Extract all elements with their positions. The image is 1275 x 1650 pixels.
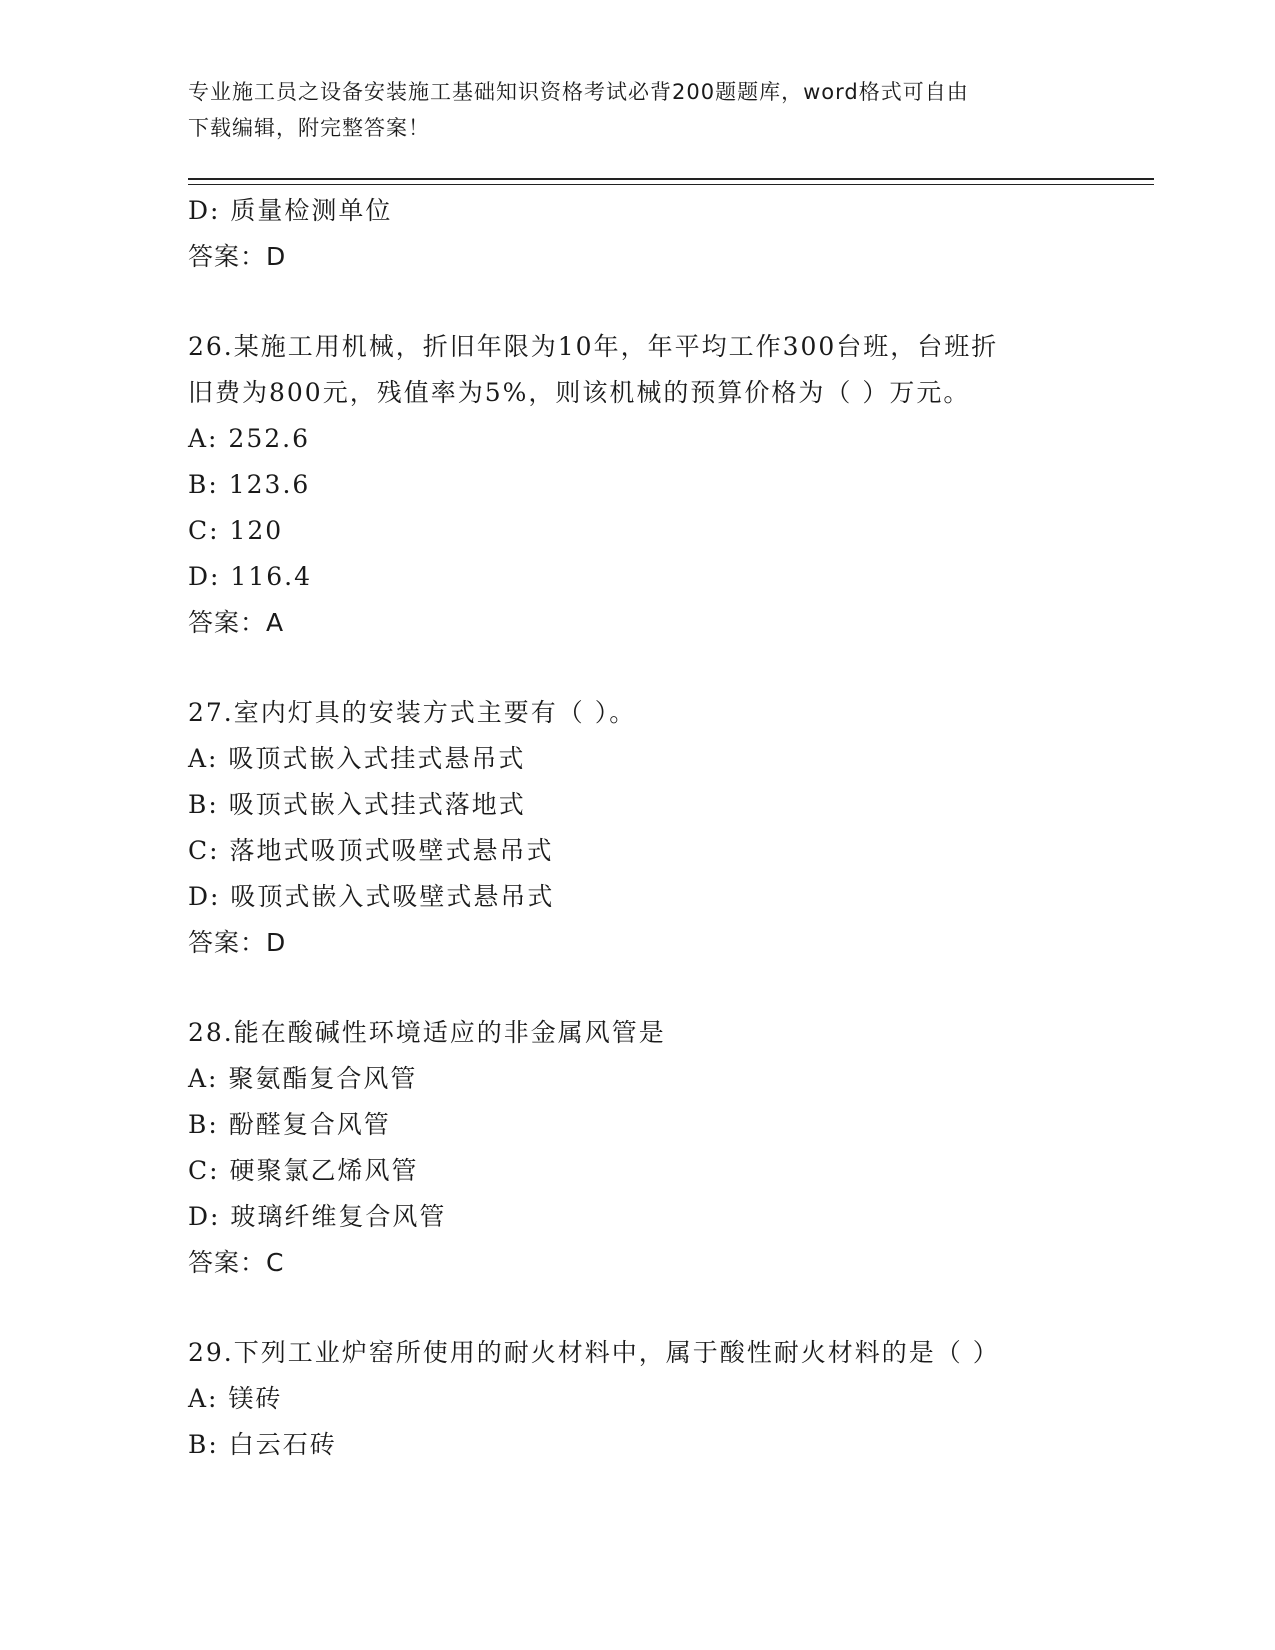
header-rule-thick	[188, 178, 1154, 180]
q27-answer: 答案：D	[188, 928, 287, 957]
header-rule-thin	[188, 184, 1154, 185]
q28-option-c: C: 硬聚氯乙烯风管	[188, 1156, 419, 1185]
q26-answer: 答案：A	[188, 608, 285, 637]
q29-option-b: B: 白云石砖	[188, 1430, 337, 1459]
q26-option-c: C: 120	[188, 516, 284, 545]
q28-stem-line-1: 28.能在酸碱性环境适应的非金属风管是	[188, 1018, 666, 1047]
q26-stem-line-1: 26.某施工用机械，折旧年限为10年，年平均工作300台班，台班折	[188, 332, 999, 361]
q28-option-b: B: 酚醛复合风管	[188, 1110, 391, 1139]
header-line-2: 下载编辑，附完整答案！	[188, 116, 430, 140]
q26-option-d: D: 116.4	[188, 562, 312, 591]
q28-option-a: A: 聚氨酯复合风管	[188, 1064, 418, 1093]
q26-option-b: B: 123.6	[188, 470, 311, 499]
q27-option-b: B: 吸顶式嵌入式挂式落地式	[188, 790, 526, 819]
page-header	[188, 74, 1088, 146]
question-content	[188, 188, 1088, 1468]
q28-option-d: D: 玻璃纤维复合风管	[188, 1202, 447, 1231]
q27-option-c: C: 落地式吸顶式吸壁式悬吊式	[188, 836, 554, 865]
q29-stem-line-1: 29.下列工业炉窑所使用的耐火材料中，属于酸性耐火材料的是（ ）	[188, 1338, 1000, 1367]
header-line-1: 专业施工员之设备安装施工基础知识资格考试必背200题题库，word格式可自由	[188, 80, 969, 104]
q25-option-d: D: 质量检测单位	[188, 196, 393, 225]
q27-stem-line-1: 27.室内灯具的安装方式主要有（ ）。	[188, 698, 637, 727]
q27-option-a: A: 吸顶式嵌入式挂式悬吊式	[188, 744, 526, 773]
q26-stem-line-2: 旧费为800元，残值率为5%，则该机械的预算价格为（ ）万元。	[188, 378, 971, 407]
q25-answer: 答案：D	[188, 242, 287, 271]
q26-option-a: A: 252.6	[188, 424, 310, 453]
q27-option-d: D: 吸顶式嵌入式吸壁式悬吊式	[188, 882, 555, 911]
q28-answer: 答案：C	[188, 1248, 285, 1277]
q29-option-a: A: 镁砖	[188, 1384, 283, 1413]
